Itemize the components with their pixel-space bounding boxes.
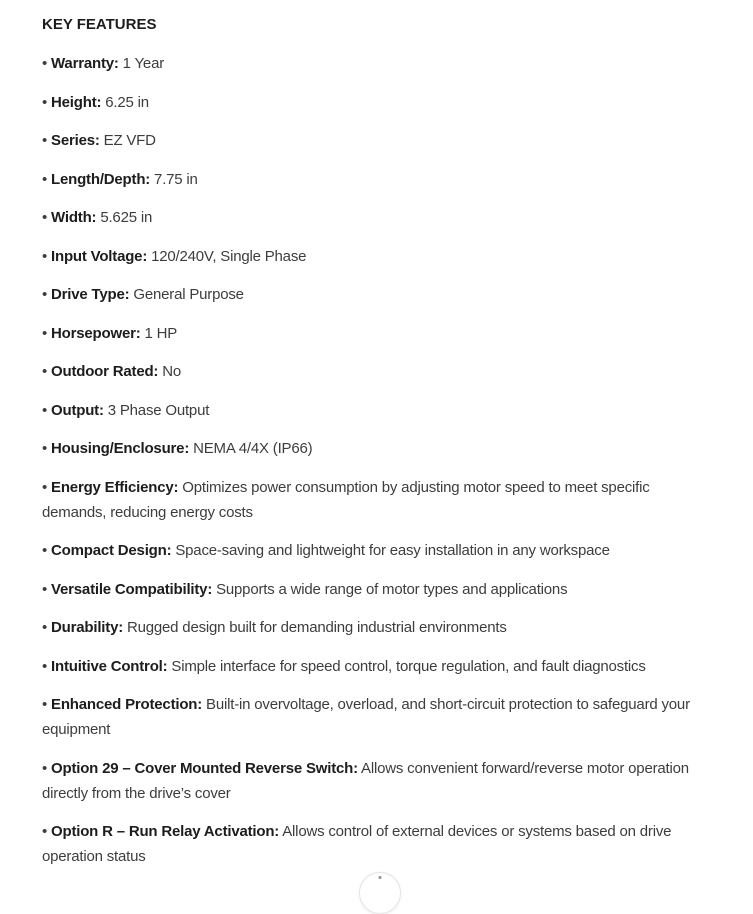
feature-label: Warranty: bbox=[51, 55, 119, 72]
feature-label: Intuitive Control: bbox=[51, 657, 168, 675]
feature-value: 1 Year bbox=[122, 55, 165, 72]
feature-value: Optimizes power consumption by adjusting motor speed to meet specific demands, reducing energy costs bbox=[42, 478, 650, 521]
feature-item bbox=[42, 359, 711, 384]
feature-value: Built-in overvoltage, overload, and short-circuit protection to safeguard your equipment bbox=[42, 696, 690, 738]
feature-item bbox=[42, 436, 711, 461]
feature-value: 7.75 in bbox=[154, 170, 198, 188]
feature-label: Versatile Compatibility: bbox=[51, 580, 213, 598]
feature-value: Supports a wide range of motor types and applications bbox=[216, 580, 568, 598]
feature-value: No bbox=[162, 363, 181, 380]
bullet-icon: • bbox=[42, 363, 48, 380]
feature-value: EZ VFD bbox=[103, 132, 156, 149]
bullet-icon: • bbox=[42, 542, 48, 559]
feature-item bbox=[42, 654, 711, 679]
bullet-icon: • bbox=[42, 657, 48, 675]
bullet-icon: • bbox=[42, 170, 48, 188]
feature-item bbox=[42, 321, 711, 346]
feature-value: NEMA 4/4X (IP66) bbox=[193, 440, 313, 457]
feature-label: Outdoor Rated: bbox=[51, 363, 159, 380]
feature-item bbox=[42, 128, 711, 153]
dot-icon bbox=[379, 876, 382, 879]
bullet-icon: • bbox=[42, 478, 48, 496]
bullet-icon: • bbox=[42, 759, 48, 777]
feature-value: 6.25 in bbox=[105, 93, 149, 111]
show-more-button[interactable] bbox=[359, 872, 401, 914]
feature-value: Allows control of external devices or systems based on drive operation status bbox=[42, 823, 672, 865]
feature-item bbox=[42, 475, 711, 525]
bullet-icon: • bbox=[42, 401, 48, 419]
bullet-icon: • bbox=[42, 580, 48, 598]
section-title: KEY FEATURES bbox=[42, 16, 157, 33]
feature-item bbox=[42, 692, 711, 742]
feature-item bbox=[42, 756, 711, 806]
bullet-icon: • bbox=[42, 55, 48, 72]
feature-label: Housing/Enclosure: bbox=[51, 440, 190, 457]
feature-label: Input Voltage: bbox=[51, 247, 148, 265]
feature-label: Enhanced Protection: bbox=[51, 696, 203, 713]
feature-item bbox=[42, 538, 711, 563]
feature-label: Durability: bbox=[51, 619, 124, 636]
bullet-icon: • bbox=[42, 286, 48, 303]
feature-value: Space-saving and lightweight for easy installation in any workspace bbox=[175, 542, 610, 559]
feature-item bbox=[42, 398, 711, 423]
feature-label: Width: bbox=[51, 209, 97, 226]
bullet-icon: • bbox=[42, 132, 48, 149]
feature-value: 3 Phase Output bbox=[107, 401, 210, 419]
feature-value: 1 HP bbox=[144, 324, 178, 342]
feature-value: 120/240V, Single Phase bbox=[151, 247, 307, 265]
feature-item bbox=[42, 615, 711, 640]
feature-item bbox=[42, 51, 711, 76]
bullet-icon: • bbox=[42, 324, 48, 342]
feature-item bbox=[42, 244, 711, 269]
bullet-icon: • bbox=[42, 247, 48, 265]
feature-label: Horsepower: bbox=[51, 324, 141, 342]
feature-item bbox=[42, 282, 711, 307]
bullet-icon: • bbox=[42, 696, 48, 713]
bullet-icon: • bbox=[42, 823, 48, 840]
bullet-icon: • bbox=[42, 440, 48, 457]
feature-label: Length/Depth: bbox=[51, 170, 151, 188]
feature-value: General Purpose bbox=[133, 286, 244, 303]
feature-value: Allows convenient forward/reverse motor operation directly from the drive’s cover bbox=[42, 759, 689, 802]
feature-label: Drive Type: bbox=[51, 286, 130, 303]
feature-list bbox=[42, 51, 711, 869]
feature-label: Height: bbox=[51, 93, 102, 111]
feature-label: Compact Design: bbox=[51, 542, 172, 559]
feature-item bbox=[42, 90, 711, 115]
feature-label: Option 29 – Cover Mounted Reverse Switch: bbox=[51, 759, 358, 777]
feature-item bbox=[42, 577, 711, 602]
feature-item bbox=[42, 167, 711, 192]
feature-label: Energy Efficiency: bbox=[51, 478, 179, 496]
feature-label: Output: bbox=[51, 401, 104, 419]
bullet-icon: • bbox=[42, 619, 48, 636]
feature-value: Simple interface for speed control, torque regulation, and fault diagnostics bbox=[171, 657, 646, 675]
feature-value: 5.625 in bbox=[100, 209, 153, 226]
feature-item bbox=[42, 205, 711, 230]
feature-value: Rugged design built for demanding industrial environments bbox=[126, 619, 507, 636]
bullet-icon: • bbox=[42, 209, 48, 226]
feature-label: Series: bbox=[51, 132, 100, 149]
bullet-icon: • bbox=[42, 93, 48, 111]
feature-item bbox=[42, 819, 711, 869]
feature-label: Option R – Run Relay Activation: bbox=[51, 823, 280, 840]
